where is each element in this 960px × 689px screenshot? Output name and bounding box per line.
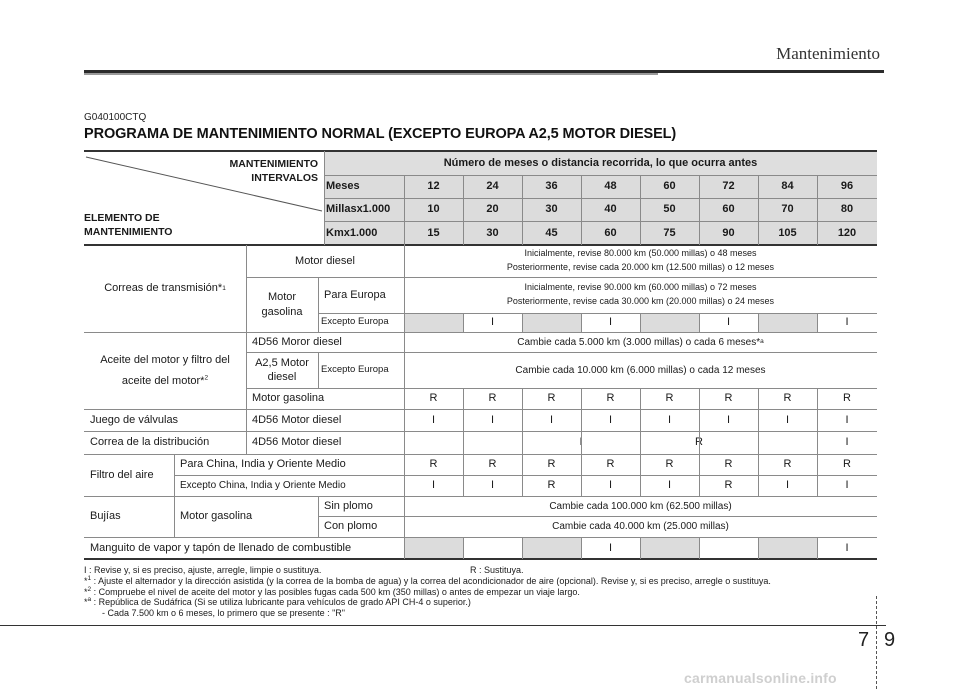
interval-cell: 50	[663, 203, 676, 216]
aceite-a25-label	[246, 352, 318, 388]
schedule-mark: I	[608, 413, 613, 426]
corner-bottom-line1: ELEMENTO DE	[84, 212, 160, 224]
grid-line	[246, 388, 877, 389]
footnote-1-sup: 1	[87, 574, 92, 582]
aceite-4d56-label: 4D56 Moror diesel	[252, 335, 342, 348]
correas-europa-line2: Posteriormente, revise cada 30.000 km (20.000 millas) o 24 meses	[506, 296, 775, 306]
schedule-mark: R	[547, 392, 556, 405]
footnote-2-mark: *	[84, 586, 88, 597]
correas-europa-text	[404, 277, 877, 313]
grid-line	[324, 198, 877, 199]
schedule-mark: I	[726, 316, 731, 329]
grid-line	[463, 175, 464, 245]
schedule-mark: R	[843, 458, 851, 471]
footnote-r: R : Sustituya.	[470, 565, 524, 575]
schedule-mark: I	[845, 316, 849, 329]
grid-line	[758, 388, 759, 496]
schedule-mark: R	[429, 392, 438, 405]
aceite-label-line2-text: aceite del motor*	[121, 374, 205, 387]
valvulas-label: Juego de válvulas	[90, 413, 179, 426]
grid-line	[324, 151, 325, 245]
grid-line	[699, 313, 700, 332]
interval-cell: 20	[486, 203, 499, 216]
grid-line	[84, 150, 877, 152]
shade	[404, 313, 463, 332]
schedule-mark: I	[579, 436, 583, 449]
interval-label-millas: Millasx1.000	[326, 203, 391, 216]
interval-cell: 60	[663, 180, 676, 193]
schedule-mark: I	[608, 316, 613, 329]
grid-line	[318, 313, 877, 314]
shade	[522, 313, 581, 332]
bujias-label: Bujías	[90, 510, 121, 523]
interval-cell: 48	[604, 180, 617, 193]
interval-cell: 84	[781, 180, 794, 193]
schedule-mark: R	[783, 392, 792, 405]
schedule-mark: I	[667, 479, 672, 492]
header-rule-accent	[84, 73, 658, 75]
grid-line	[758, 537, 759, 559]
schedule-mark: R	[606, 392, 615, 405]
page-title: PROGRAMA DE MANTENIMIENTO NORMAL (EXCEPTO EUROPA A2,5 MOTOR DIESEL)	[84, 126, 677, 142]
grid-line	[699, 537, 700, 559]
schedule-mark: R	[783, 458, 792, 471]
grid-line	[318, 516, 877, 517]
interval-cell: 80	[840, 203, 854, 216]
bujias-con-label: Con plomo	[324, 520, 378, 533]
schedule-mark: R	[843, 392, 851, 405]
correas-diesel-label: Motor diesel	[295, 254, 355, 267]
aceite-excepto-label: Excepto Europa	[321, 363, 389, 375]
corner-bottom-line2: MANTENIMIENTO	[84, 226, 173, 239]
schedule-mark: I	[667, 413, 672, 426]
schedule-mark: I	[845, 479, 849, 492]
grid-line	[324, 175, 877, 176]
schedule-mark: I	[845, 436, 849, 449]
corner-top-line1: MANTENIMIENTO	[229, 158, 318, 170]
grid-line	[318, 352, 319, 388]
section-title: Mantenimiento	[776, 44, 880, 63]
shade	[758, 537, 817, 559]
maintenance-table	[84, 151, 877, 561]
aceite-gasolina-label: Motor gasolina	[252, 392, 325, 405]
footnote-i: I : Revise y, si es preciso, ajuste, arregle, limpie o sustituya.	[84, 565, 322, 575]
interval-cell: 30	[486, 226, 499, 239]
correas-diesel-line2: Posteriormente, revise cada 20.000 km (12.500 millas) o 12 meses	[506, 262, 775, 272]
shade	[640, 537, 699, 559]
grid-line	[817, 175, 818, 245]
shade	[640, 313, 699, 332]
schedule-mark: R	[547, 458, 556, 471]
grid-line	[246, 352, 877, 353]
grid-line	[581, 537, 582, 559]
schedule-mark: I	[490, 413, 495, 426]
aceite-sup: 2	[204, 373, 209, 381]
grid-line	[522, 313, 523, 332]
interval-cell: 96	[840, 180, 854, 193]
shade	[522, 537, 581, 559]
shade	[758, 313, 817, 332]
footnote-legend	[84, 565, 884, 576]
interval-cell: 40	[604, 203, 617, 216]
corner-item-label	[84, 211, 224, 239]
footnote-a-text: : República de Sudáfrica (Si se utiliza lubricante para vehículos de grado API CH-4 o superior.)	[91, 597, 471, 608]
grid-line	[640, 537, 641, 559]
watermark: carmanualsonline.info	[684, 670, 837, 686]
footnote-2-sup: 2	[87, 585, 92, 593]
schedule-mark: I	[785, 479, 790, 492]
aceite-label-line2	[122, 371, 208, 392]
schedule-mark: I	[431, 413, 436, 426]
grid-line	[522, 537, 523, 559]
interval-cell: 30	[545, 203, 558, 216]
schedule-mark: I	[490, 316, 495, 329]
interval-cell: 72	[722, 180, 735, 193]
header-span: Número de meses o distancia recorrida, lo que ocurra antes	[324, 151, 877, 175]
schedule-mark: I	[431, 479, 436, 492]
distribucion-sub: 4D56 Motor diesel	[252, 436, 342, 449]
grid-line	[463, 388, 464, 496]
grid-line	[758, 175, 759, 245]
correas-excepto-label: Excepto Europa	[321, 316, 389, 328]
filtro-row2-label: Excepto China, India y Oriente Medio	[180, 480, 346, 491]
grid-line	[699, 388, 700, 496]
distribucion-label: Correa de la distribución	[90, 436, 210, 449]
aceite-excepto-text: Cambie cada 10.000 km (6.000 millas) o cada 12 meses	[515, 364, 766, 376]
interval-cell: 15	[427, 226, 440, 239]
grid-line	[699, 175, 700, 245]
footnote-1	[84, 576, 884, 587]
schedule-mark: I	[608, 541, 613, 554]
shade	[404, 537, 463, 559]
grid-line	[324, 221, 877, 222]
grid-line	[817, 537, 818, 559]
correas-diesel-line1: Inicialmente, revise 80.000 km (50.000 millas) o 48 meses	[524, 248, 757, 259]
schedule-mark: I	[845, 413, 849, 426]
grid-line	[581, 313, 582, 332]
grid-line	[463, 537, 464, 559]
bujias-sub: Motor gasolina	[180, 510, 253, 523]
correas-label-text: Correas de transmisión*	[104, 282, 223, 295]
grid-line	[84, 332, 877, 333]
schedule-mark: I	[726, 413, 731, 426]
footnote-a-sup: a	[87, 596, 92, 604]
schedule-mark: R	[488, 392, 497, 405]
footnote-2	[84, 587, 884, 598]
grid-line	[318, 496, 319, 537]
filtro-row1-label: Para China, India y Oriente Medio	[180, 458, 346, 471]
grid-line	[522, 388, 523, 496]
interval-cell: 120	[837, 226, 857, 239]
doc-code: G040100CTQ	[84, 112, 147, 123]
grid-line	[246, 277, 877, 278]
schedule-mark: R	[724, 392, 733, 405]
filtro-label: Filtro del aire	[90, 468, 154, 481]
schedule-mark: R	[724, 479, 733, 492]
aceite-label-line1: Aceite del motor y filtro del	[100, 353, 230, 366]
schedule-mark: R	[695, 436, 703, 449]
page-number: 9	[884, 629, 896, 651]
schedule-mark: R	[429, 458, 438, 471]
footnote-2-text: : Compruebe el nivel de aceite del motor y las posibles fugas cada 500 km (350 millas) o antes de empezar un viaje largo.	[91, 586, 580, 597]
grid-line	[640, 388, 641, 496]
grid-line	[817, 313, 818, 332]
interval-cell: 10	[427, 203, 440, 216]
grid-line	[318, 277, 319, 332]
interval-cell: 12	[427, 180, 440, 193]
schedule-mark: R	[665, 458, 674, 471]
footnote-1-mark: *	[84, 575, 88, 586]
interval-cell: 105	[778, 226, 797, 239]
grid-line	[522, 175, 523, 245]
footer-rule	[0, 625, 886, 626]
grid-line	[640, 313, 641, 332]
schedule-mark: I	[785, 413, 790, 426]
valvulas-sub: 4D56 Motor diesel	[252, 413, 342, 426]
correas-gasolina-line2: gasolina	[261, 305, 303, 318]
aceite-a25-line2: diesel	[267, 371, 297, 383]
schedule-mark: R	[724, 458, 733, 471]
interval-cell: 70	[781, 203, 794, 216]
grid-line	[84, 496, 877, 497]
grid-line	[174, 475, 877, 476]
grid-line	[640, 175, 641, 245]
schedule-mark: R	[547, 479, 556, 492]
correas-diesel-text	[404, 245, 877, 277]
correas-label: Correas de transmisión* 1	[104, 282, 226, 295]
schedule-mark: R	[665, 392, 674, 405]
schedule-mark: I	[490, 479, 495, 492]
interval-label-km: Kmx1.000	[326, 226, 378, 239]
grid-line	[174, 454, 175, 537]
grid-line	[581, 388, 582, 496]
correas-gasolina-label	[246, 277, 318, 332]
correas-europa-line1: Inicialmente, revise 90.000 km (60.000 millas) o 72 meses	[524, 282, 757, 293]
grid-line	[404, 175, 405, 559]
aceite-label	[84, 332, 246, 409]
schedule-mark: I	[845, 541, 849, 554]
grid-line	[581, 175, 582, 245]
aceite-a25-line1: A2,5 Motor	[255, 356, 309, 369]
footnotes	[84, 565, 884, 619]
bujias-sin-label: Sin plomo	[324, 499, 373, 512]
corner-intervals-label	[194, 157, 318, 185]
correas-gasolina-line1: Motor	[267, 291, 297, 304]
page-number-chapter: 7	[858, 629, 870, 651]
grid-line	[246, 245, 247, 454]
interval-cell: 60	[604, 226, 617, 239]
schedule-mark: R	[606, 458, 615, 471]
footnote-a-mark: *	[84, 597, 88, 608]
schedule-mark: I	[549, 413, 554, 426]
interval-cell: 60	[722, 203, 735, 216]
page-number-separator	[876, 596, 877, 689]
footnote-1-text: : Ajuste el alternador y la dirección asistida (y la correa de la bomba de agua) y la correa del acondicionador de aire (opcional). Revise y, si es preciso, arregle o sustituya.	[91, 575, 771, 586]
footnote-a	[84, 597, 884, 608]
bujias-sin-text: Cambie cada 100.000 km (62.500 millas)	[549, 500, 732, 512]
grid-line	[817, 388, 818, 496]
grid-line	[463, 313, 464, 332]
footnote-a-line2: - Cada 7.500 km o 6 meses, lo primero que se presente : "R"	[102, 608, 346, 619]
grid-line	[758, 313, 759, 332]
aceite-4d56-text: Cambie cada 5.000 km (3.000 millas) o cada 6 meses* a	[517, 336, 764, 348]
aceite-4d56-text-main: Cambie cada 5.000 km (3.000 millas) o cada 6 meses*	[517, 336, 761, 348]
interval-cell: 36	[545, 180, 558, 193]
schedule-mark: I	[608, 479, 613, 492]
interval-label-meses: Meses	[326, 180, 360, 193]
corner-top-line2: INTERVALOS	[251, 172, 318, 185]
schedule-mark: R	[488, 458, 497, 471]
correas-europa-label: Para Europa	[324, 288, 386, 301]
bujias-con-text: Cambie cada 40.000 km (25.000 millas)	[552, 521, 729, 532]
interval-cell: 90	[722, 226, 735, 239]
interval-cell: 75	[663, 226, 676, 239]
manguito-label: Manguito de vapor y tapón de llenado de combustible	[90, 541, 352, 554]
interval-cell: 24	[486, 180, 499, 193]
interval-cell: 45	[545, 226, 558, 239]
